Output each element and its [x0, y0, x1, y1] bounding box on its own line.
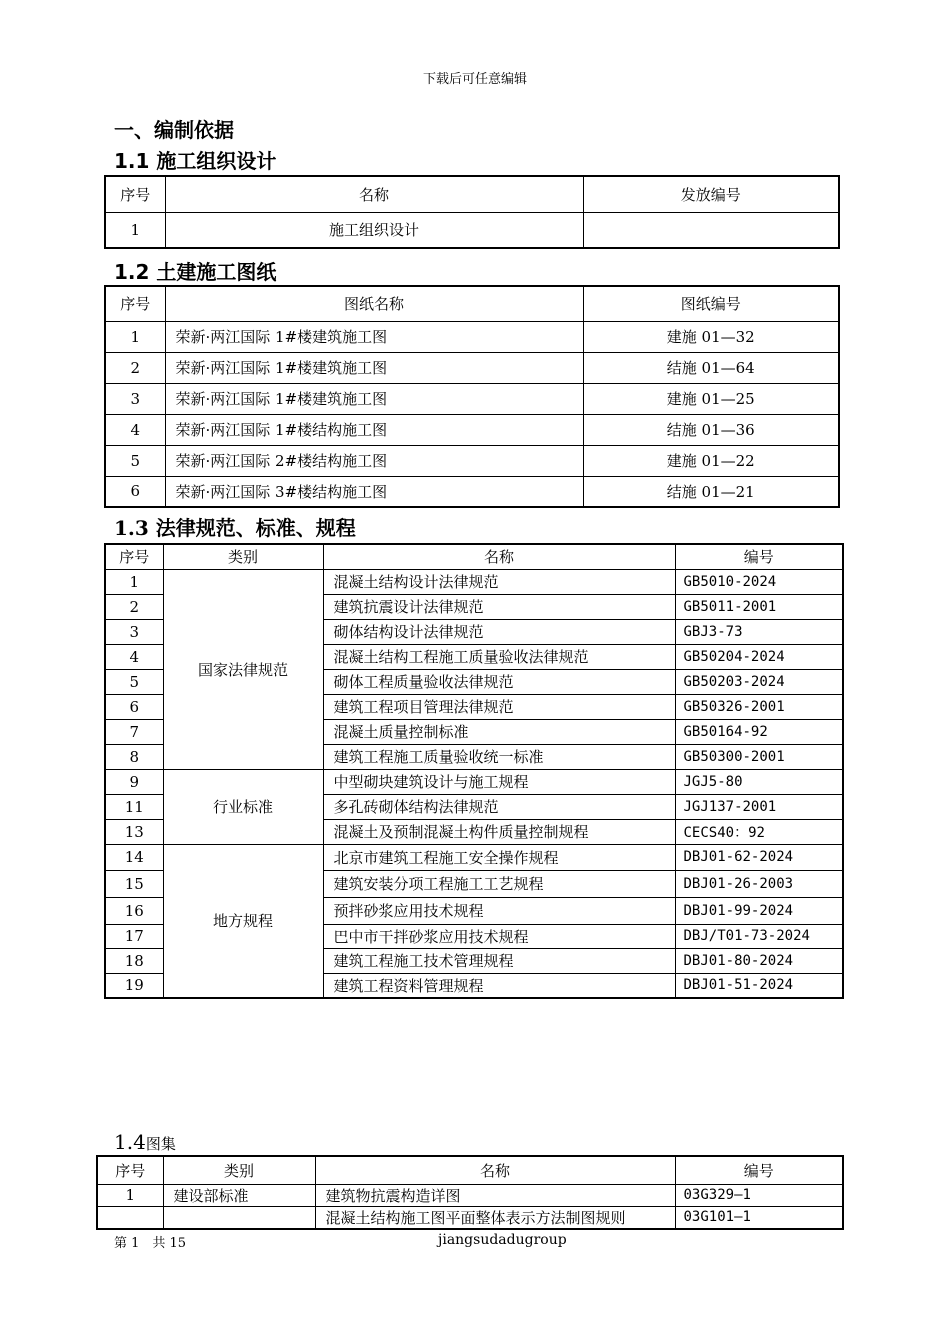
cell-code: GB50203-2024	[675, 669, 843, 694]
cell-name: 混凝土结构工程施工质量验收法律规范	[323, 644, 675, 669]
s1-header-name: 名称	[165, 176, 583, 212]
cell-no: 11	[105, 794, 163, 819]
cell-no: 7	[105, 719, 163, 744]
cell-name: 混凝土及预制混凝土构件质量控制规程	[323, 819, 675, 844]
cell-name: 荣新·两江国际 3#楼结构施工图	[165, 476, 583, 507]
cell-no: 2	[105, 594, 163, 619]
cell-name: 施工组织设计	[165, 212, 583, 248]
cell-name: 建筑工程项目管理法律规范	[323, 694, 675, 719]
cell-no: 8	[105, 744, 163, 769]
s2-table	[104, 285, 840, 508]
table-row	[105, 769, 843, 794]
s3-title: 1.3 法律规范、标准、规程	[114, 516, 356, 540]
s2-title: 1.2 土建施工图纸	[114, 260, 277, 284]
s1-header-code: 发放编号	[583, 176, 839, 212]
cell-name: 建筑工程施工质量验收统一标准	[323, 744, 675, 769]
s4-header-code: 编号	[675, 1156, 843, 1184]
table-row	[105, 844, 843, 870]
header-note: 下载后可任意编辑	[422, 72, 527, 87]
cell-code: 建施 01—22	[583, 445, 839, 476]
table-row	[97, 1206, 843, 1229]
cell-code: GB50300-2001	[675, 744, 843, 769]
cell-code: GB50204-2024	[675, 644, 843, 669]
table-row	[105, 383, 839, 414]
cell-no: 1	[105, 212, 165, 248]
s4-title	[114, 1130, 176, 1154]
cell-no: 4	[105, 414, 165, 445]
s3-header-name: 名称	[323, 544, 675, 569]
s3-header-category: 类别	[163, 544, 323, 569]
cell-no	[97, 1206, 163, 1229]
cell-no: 3	[105, 619, 163, 644]
s3-header-no: 序号	[105, 544, 163, 569]
cell-category	[163, 1206, 315, 1229]
cell-no: 14	[105, 844, 163, 870]
cell-category: 地方规程	[163, 844, 323, 998]
cell-no: 5	[105, 445, 165, 476]
cell-no: 4	[105, 644, 163, 669]
table-row	[105, 212, 839, 248]
cell-no: 19	[105, 973, 163, 998]
cell-no: 17	[105, 924, 163, 948]
footer-company: jiangsudadugroup	[438, 1232, 567, 1248]
cell-no: 13	[105, 819, 163, 844]
cell-code: 建施 01—25	[583, 383, 839, 414]
s1-header-no: 序号	[105, 176, 165, 212]
cell-code: 结施 01—36	[583, 414, 839, 445]
s4-header-category: 类别	[163, 1156, 315, 1184]
table-row	[105, 445, 839, 476]
cell-name: 北京市建筑工程施工安全操作规程	[323, 844, 675, 870]
s1-title: 1.1 施工组织设计	[114, 149, 277, 173]
cell-no: 16	[105, 897, 163, 924]
cell-code: DBJ01-51-2024	[675, 973, 843, 998]
cell-name: 建筑工程资料管理规程	[323, 973, 675, 998]
cell-code: 03G101—1	[675, 1206, 843, 1229]
cell-name: 混凝土结构设计法律规范	[323, 569, 675, 594]
cell-code: DBJ/T01-73-2024	[675, 924, 843, 948]
footer-page: 第 1 共 15	[114, 1236, 187, 1251]
cell-name: 混凝土结构施工图平面整体表示方法制图规则	[315, 1206, 675, 1229]
s2-header-no: 序号	[105, 286, 165, 321]
cell-no: 1	[105, 321, 165, 352]
section-title: 一、编制依据	[114, 118, 234, 142]
cell-no: 15	[105, 870, 163, 897]
table-row	[105, 569, 843, 594]
cell-code: 03G329—1	[675, 1184, 843, 1206]
cell-code: 结施 01—64	[583, 352, 839, 383]
cell-name: 砌体工程质量验收法律规范	[323, 669, 675, 694]
cell-name: 荣新·两江国际 1#楼建筑施工图	[165, 383, 583, 414]
cell-no: 3	[105, 383, 165, 414]
cell-code: 建施 01—32	[583, 321, 839, 352]
cell-name: 建筑安装分项工程施工工艺规程	[323, 870, 675, 897]
cell-name: 荣新·两江国际 2#楼结构施工图	[165, 445, 583, 476]
s1-table	[104, 175, 840, 249]
s4-header-name: 名称	[315, 1156, 675, 1184]
cell-name: 荣新·两江国际 1#楼建筑施工图	[165, 321, 583, 352]
cell-name: 建筑工程施工技术管理规程	[323, 948, 675, 973]
table-row	[105, 414, 839, 445]
s4-title-num: 1.4	[114, 1130, 146, 1154]
s2-header-name: 图纸名称	[165, 286, 583, 321]
cell-code: GB50326-2001	[675, 694, 843, 719]
cell-code: CECS40：92	[675, 819, 843, 844]
cell-name: 建筑物抗震构造详图	[315, 1184, 675, 1206]
cell-name: 荣新·两江国际 1#楼结构施工图	[165, 414, 583, 445]
cell-name: 混凝土质量控制标准	[323, 719, 675, 744]
cell-category: 建设部标准	[163, 1184, 315, 1206]
cell-code: GB50164-92	[675, 719, 843, 744]
cell-code: DBJ01-62-2024	[675, 844, 843, 870]
table-row	[105, 476, 839, 507]
cell-code: GBJ3-73	[675, 619, 843, 644]
cell-code: DBJ01-80-2024	[675, 948, 843, 973]
cell-name: 砌体结构设计法律规范	[323, 619, 675, 644]
cell-name: 中型砌块建筑设计与施工规程	[323, 769, 675, 794]
cell-code: JGJ137-2001	[675, 794, 843, 819]
cell-name: 巴中市干拌砂浆应用技术规程	[323, 924, 675, 948]
cell-no: 1	[97, 1184, 163, 1206]
s4-table	[96, 1155, 844, 1230]
s2-header-code: 图纸编号	[583, 286, 839, 321]
cell-name: 建筑抗震设计法律规范	[323, 594, 675, 619]
cell-no: 2	[105, 352, 165, 383]
cell-code: DBJ01-26-2003	[675, 870, 843, 897]
cell-code: 结施 01—21	[583, 476, 839, 507]
cell-code: JGJ5-80	[675, 769, 843, 794]
cell-code: GB5010-2024	[675, 569, 843, 594]
s3-table	[104, 543, 844, 999]
cell-code	[583, 212, 839, 248]
cell-category: 行业标准	[163, 769, 323, 844]
cell-no: 6	[105, 476, 165, 507]
table-row	[97, 1184, 843, 1206]
s4-title-text: 图集	[145, 1135, 176, 1153]
cell-no: 1	[105, 569, 163, 594]
cell-no: 6	[105, 694, 163, 719]
s3-header-code: 编号	[675, 544, 843, 569]
table-row	[105, 352, 839, 383]
cell-category: 国家法律规范	[163, 569, 323, 769]
table-row	[105, 321, 839, 352]
cell-code: GB5011-2001	[675, 594, 843, 619]
cell-name: 荣新·两江国际 1#楼建筑施工图	[165, 352, 583, 383]
cell-no: 5	[105, 669, 163, 694]
cell-no: 9	[105, 769, 163, 794]
cell-no: 18	[105, 948, 163, 973]
s4-header-no: 序号	[97, 1156, 163, 1184]
cell-name: 多孔砖砌体结构法律规范	[323, 794, 675, 819]
cell-name: 预拌砂浆应用技术规程	[323, 897, 675, 924]
cell-code: DBJ01-99-2024	[675, 897, 843, 924]
